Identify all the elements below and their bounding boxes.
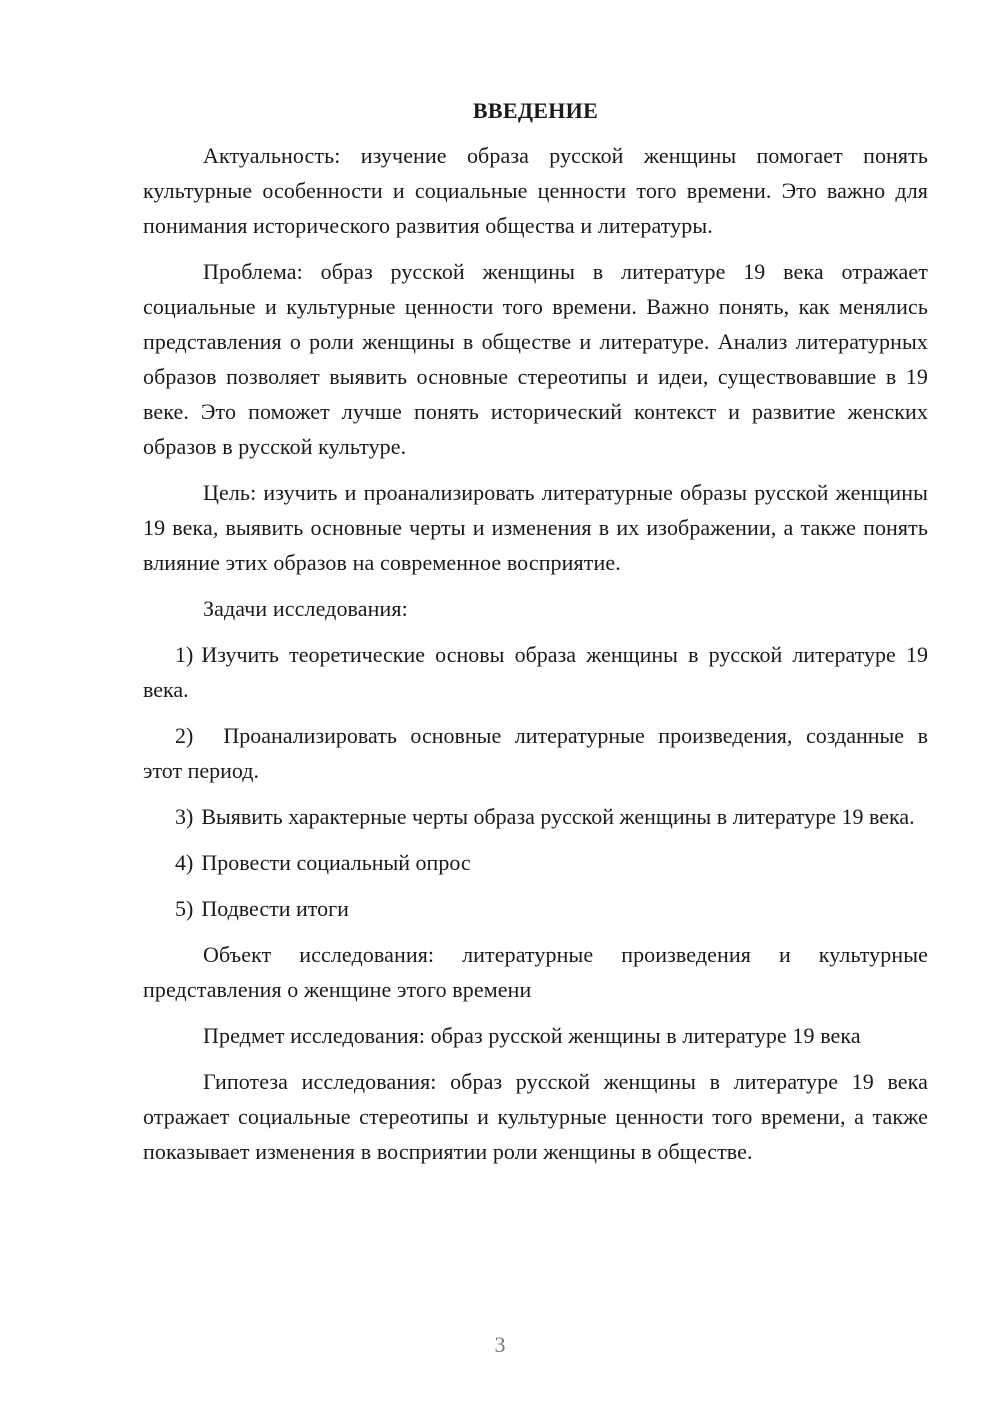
hypothesis-paragraph: Гипотеза исследования: образ русской женщины в литературе 19 века отражает социальные стереотипы и культурные ценности того времени, а также показывает изменения в восприятии роли женщины в обществе. xyxy=(143,1069,928,1164)
task-number: 2) xyxy=(175,723,194,748)
task-text: Провести социальный опрос xyxy=(201,850,471,875)
tasks-heading: Задачи исследования: xyxy=(203,596,408,621)
task-text: Изучить теоретические основы образа женщины в русской литературе 19 века. xyxy=(143,642,928,702)
task-number: 3) xyxy=(175,804,194,829)
task-item-5 xyxy=(143,891,928,926)
task-text: Проанализировать основные литературные произведения, созданные в этот период. xyxy=(143,723,928,783)
section-title: ВВЕДЕНИЕ xyxy=(472,98,599,123)
page-number: 3 xyxy=(494,1332,506,1357)
task-text: Подвести итоги xyxy=(201,896,349,921)
page-content xyxy=(143,93,928,1180)
relevance-paragraph: Актуальность: изучение образа русской женщины помогает понять культурные особенности и социальные ценности того времени. Это важно для понимания исторического развития общества и литературы. xyxy=(143,143,928,238)
problem-paragraph: Проблема: образ русской женщины в литературе 19 века отражает социальные и культурные ценности того времени. Важно понять, как менялись представления о роли женщины в обществе и литературе. Анализ литературных образов позволяет выявить основные стереотипы и идеи, существовавшие в 19 веке. Это поможет лучше понять исторический контекст и развитие женских образов в русской культуре. xyxy=(143,259,928,459)
goal-paragraph: Цель: изучить и проанализировать литературные образы русской женщины 19 века, выявить основные черты и изменения в их изображении, а также понять влияние этих образов на современное восприятие. xyxy=(143,480,928,575)
subject-paragraph: Предмет исследования: образ русской женщины в литературе 19 века xyxy=(203,1023,861,1048)
task-item-3 xyxy=(143,799,928,834)
object-paragraph: Объект исследования: литературные произведения и культурные представления о женщине этого времени xyxy=(143,942,928,1002)
task-number: 4) xyxy=(175,850,194,875)
task-number: 5) xyxy=(175,896,194,921)
task-item-2 xyxy=(143,718,928,788)
task-item-1 xyxy=(143,637,928,707)
task-text: Выявить характерные черты образа русской женщины в литературе 19 века. xyxy=(201,804,915,829)
task-number: 1) xyxy=(175,642,194,667)
task-item-4 xyxy=(143,845,928,880)
